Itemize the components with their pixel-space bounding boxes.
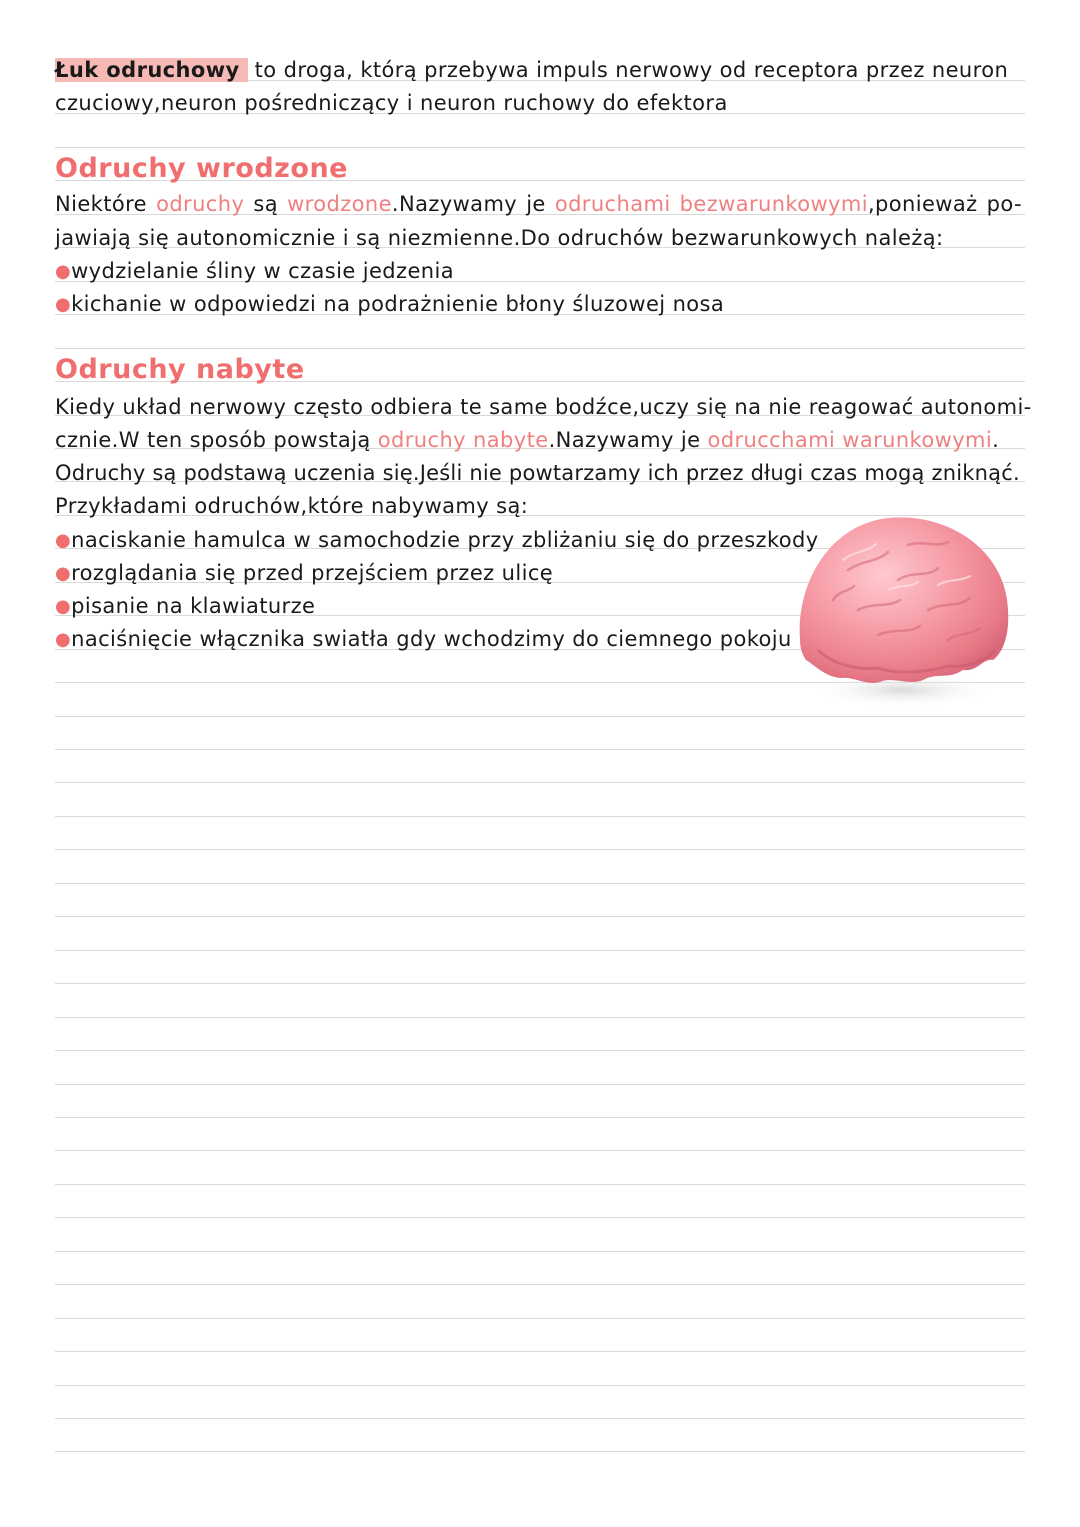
acquired-paragraph-line-2 (55, 427, 999, 453)
acquired-paragraph-line-4: Przykładami odruchów,które nabywamy są: (55, 494, 529, 518)
list-item (55, 291, 724, 319)
list-item-text: pisanie na klawiaturze (71, 594, 316, 618)
ice-cream-scoop-icon (788, 490, 1014, 716)
ruled-line (55, 716, 1025, 717)
ruled-line (55, 1050, 1025, 1051)
definition-line-1 (55, 57, 1008, 83)
list-item-text: rozglądania się przed przejściem przez ulicę (71, 561, 554, 585)
text-run: .Nazywamy je (548, 428, 708, 452)
list-item (55, 258, 454, 286)
ruled-line (55, 883, 1025, 884)
highlighted-term: Łuk odruchowy (55, 58, 248, 82)
pink-term: wrodzone (287, 192, 392, 216)
list-item-text: naciskanie hamulca w samochodzie przy zbliżaniu się do przeszkody (71, 528, 819, 552)
ruled-line (55, 1351, 1025, 1352)
ruled-line (55, 1084, 1025, 1085)
text-run: cznie.W ten sposób powstają (55, 428, 378, 452)
pink-term: odruchami bezwarunkowymi (554, 192, 868, 216)
ruled-line (55, 1251, 1025, 1252)
bullet-dot-icon: ● (55, 530, 72, 551)
ruled-line (55, 916, 1025, 917)
bullet-dot-icon: ● (55, 596, 72, 617)
ruled-line (55, 1284, 1025, 1285)
ruled-line (55, 1318, 1025, 1319)
bullet-dot-icon: ● (55, 294, 72, 315)
bullet-dot-icon: ● (55, 629, 72, 650)
definition-line-2: czuciowy,neuron pośredniczący i neuron ruchowy do efektora (55, 91, 728, 115)
list-item (55, 560, 553, 588)
ruled-line (55, 1217, 1025, 1218)
ruled-line (55, 1418, 1025, 1419)
ruled-line (55, 749, 1025, 750)
ruled-line (55, 816, 1025, 817)
acquired-paragraph-line-3: Odruchy są podstawą uczenia się.Jeśli nie powtarzamy ich przez długi czas mogą zniknąć. (55, 461, 1020, 485)
ruled-line (55, 348, 1025, 349)
text-run: Niektóre (55, 192, 157, 216)
ruled-line (55, 1017, 1025, 1018)
list-item (55, 626, 792, 654)
ruled-line (55, 147, 1025, 148)
list-item-text: wydzielanie śliny w czasie jedzenia (71, 259, 454, 283)
ruled-line (55, 983, 1025, 984)
acquired-paragraph-line-1: Kiedy układ nerwowy często odbiera te same bodźce,uczy się na nie reagować autonomi- (55, 395, 1032, 419)
section-heading-acquired: Odruchy nabyte (55, 354, 305, 385)
ruled-line (55, 1184, 1025, 1185)
ruled-line (55, 1385, 1025, 1386)
pink-term: odruchy nabyte (377, 428, 549, 452)
pink-term: odruchy (156, 192, 245, 216)
section-heading-innate: Odruchy wrodzone (55, 153, 348, 184)
ruled-line (55, 1451, 1025, 1452)
ruled-line (55, 950, 1025, 951)
bullet-dot-icon: ● (55, 261, 72, 282)
ruled-line (55, 849, 1025, 850)
ruled-line (55, 782, 1025, 783)
text-run: .Nazywamy je (391, 192, 555, 216)
list-item-text: kichanie w odpowiedzi na podrażnienie błony śluzowej nosa (71, 292, 725, 316)
text-run: są (244, 192, 288, 216)
list-item (55, 527, 819, 555)
pink-term: odrucchami warunkowymi (707, 428, 993, 452)
bullet-dot-icon: ● (55, 563, 72, 584)
ruled-line (55, 1117, 1025, 1118)
text-run: . (992, 428, 1000, 452)
definition-text: to droga, którą przebywa impuls nerwowy od receptora przez neuron (247, 58, 1009, 82)
ruled-line (55, 1150, 1025, 1151)
innate-paragraph-line-1 (55, 191, 1022, 217)
list-item-text: naciśnięcie włącznika swiatła gdy wchodzimy do ciemnego pokoju (71, 627, 792, 651)
innate-paragraph-line-2: jawiają się autonomicznie i są niezmienne.Do odruchów bezwarunkowych należą: (55, 226, 944, 250)
list-item (55, 593, 315, 621)
text-run: ,ponieważ po- (867, 192, 1022, 216)
